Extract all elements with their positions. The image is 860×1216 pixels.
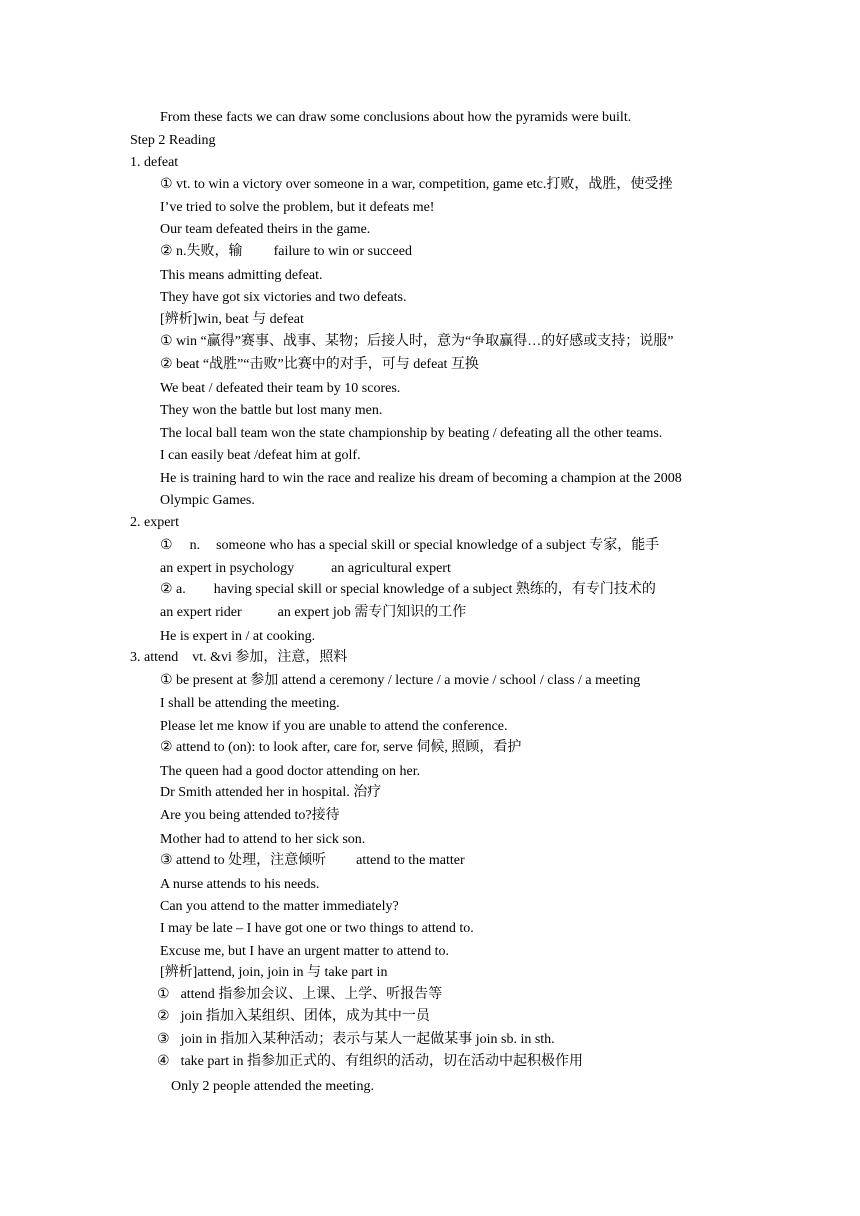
- definition-text: someone who has a special skill or special knowledge of a subject 专家，能手: [216, 538, 660, 553]
- example-sentence: They have got six victories and two defeats.: [160, 290, 407, 305]
- example-sentence: The queen had a good doctor attending on her.: [160, 764, 421, 779]
- comparison-note: [157, 986, 442, 1004]
- definition-line: [160, 852, 465, 870]
- definition-line: ② attend to (on): to look after, care for, serve 伺候, 照顾，看护: [160, 740, 522, 755]
- example-phrase: an expert in psychology: [160, 561, 295, 576]
- definition-line: ① vt. to win a victory over someone in a war, competition, game etc.打败，战胜，使受挫: [160, 177, 673, 192]
- definition-label: n.: [189, 538, 201, 553]
- example-line: [160, 604, 466, 622]
- definition-label: ② a.: [160, 582, 186, 597]
- comparison-heading: [辨析]attend, join, join in 与 take part in: [160, 965, 388, 980]
- example-sentence: He is training hard to win the race and realize his dream of becoming a champion at the 2008: [160, 471, 682, 486]
- list-marker: ①: [157, 987, 170, 1002]
- definition-label: ③ attend to 处理，注意倾听: [160, 853, 327, 868]
- definition-text: attend to the matter: [356, 853, 465, 868]
- example-sentence: Our team defeated theirs in the game.: [160, 222, 371, 237]
- comparison-text: join in 指加入某种活动；表示与某人一起做某事 join sb. in sth.: [180, 1032, 555, 1047]
- example-sentence: I can easily beat /defeat him at golf.: [160, 448, 361, 463]
- entry-heading: 2. expert: [130, 515, 179, 530]
- comparison-note: ② beat “战胜”“击败”比赛中的对手，可与 defeat 互换: [160, 357, 479, 372]
- list-marker: ②: [157, 1009, 170, 1024]
- list-marker: ③: [157, 1032, 170, 1047]
- example-sentence: Only 2 people attended the meeting.: [171, 1079, 374, 1094]
- comparison-note: [157, 1031, 555, 1049]
- example-phrase: an expert job 需专门知识的工作: [277, 605, 467, 620]
- example-phrase: an agricultural expert: [331, 561, 451, 576]
- example-sentence: Olympic Games.: [160, 493, 255, 508]
- definition-text: having special skill or special knowledge of a subject 熟练的，有专门技术的: [213, 582, 656, 597]
- example-sentence: A nurse attends to his needs.: [160, 877, 320, 892]
- example-sentence: I’ve tried to solve the problem, but it defeats me!: [160, 200, 435, 215]
- example-sentence: I shall be attending the meeting.: [160, 696, 340, 711]
- definition-text: failure to win or succeed: [273, 244, 412, 259]
- definition-label: ② n.失败，输: [160, 244, 243, 259]
- example-sentence: I may be late – I have got one or two things to attend to.: [160, 921, 474, 936]
- example-sentence: Are you being attended to?接待: [160, 808, 340, 823]
- definition-line: [160, 581, 656, 599]
- entry-gloss: vt. &vi 参加，注意，照料: [192, 650, 348, 665]
- entry-heading: 1. defeat: [130, 155, 179, 170]
- example-sentence: They won the battle but lost many men.: [160, 403, 383, 418]
- comparison-text: join 指加入某组织、团体，成为其中一员: [180, 1009, 430, 1024]
- entry-heading: [130, 649, 347, 667]
- section-heading: Step 2 Reading: [130, 133, 216, 148]
- definition-line: [160, 537, 659, 555]
- comparison-heading: [辨析]win, beat 与 defeat: [160, 312, 304, 327]
- comparison-note: [157, 1053, 583, 1071]
- example-sentence: He is expert in / at cooking.: [160, 629, 316, 644]
- comparison-note: [157, 1008, 430, 1026]
- example-sentence: Can you attend to the matter immediately?: [160, 899, 399, 914]
- example-phrase: an expert rider: [160, 605, 242, 620]
- example-sentence: We beat / defeated their team by 10 scores.: [160, 381, 401, 396]
- definition-line: ① be present at 参加 attend a ceremony / lecture / a movie / school / class / a meeting: [160, 673, 641, 688]
- example-sentence: This means admitting defeat.: [160, 268, 323, 283]
- example-sentence: Excuse me, but I have an urgent matter to attend to.: [160, 944, 449, 959]
- example-sentence: Dr Smith attended her in hospital. 治疗: [160, 785, 382, 800]
- definition-line: [160, 243, 412, 261]
- definition-marker: ①: [160, 538, 173, 553]
- example-sentence: The local ball team won the state championship by beating / defeating all the other teams.: [160, 426, 663, 441]
- example-line: [160, 560, 451, 578]
- list-marker: ④: [157, 1054, 170, 1069]
- entry-word: 3. attend: [130, 650, 179, 665]
- comparison-note: ① win “赢得”赛事、战事、某物；后接人时，意为“争取赢得…的好感或支持；说服”: [160, 334, 674, 349]
- example-sentence: Mother had to attend to her sick son.: [160, 832, 366, 847]
- comparison-text: take part in 指参加正式的、有组织的活动，切在活动中起积极作用: [180, 1054, 584, 1069]
- text-line: From these facts we can draw some conclusions about how the pyramids were built.: [160, 110, 632, 125]
- example-sentence: Please let me know if you are unable to attend the conference.: [160, 719, 508, 734]
- comparison-text: attend 指参加会议、上课、上学、听报告等: [180, 987, 443, 1002]
